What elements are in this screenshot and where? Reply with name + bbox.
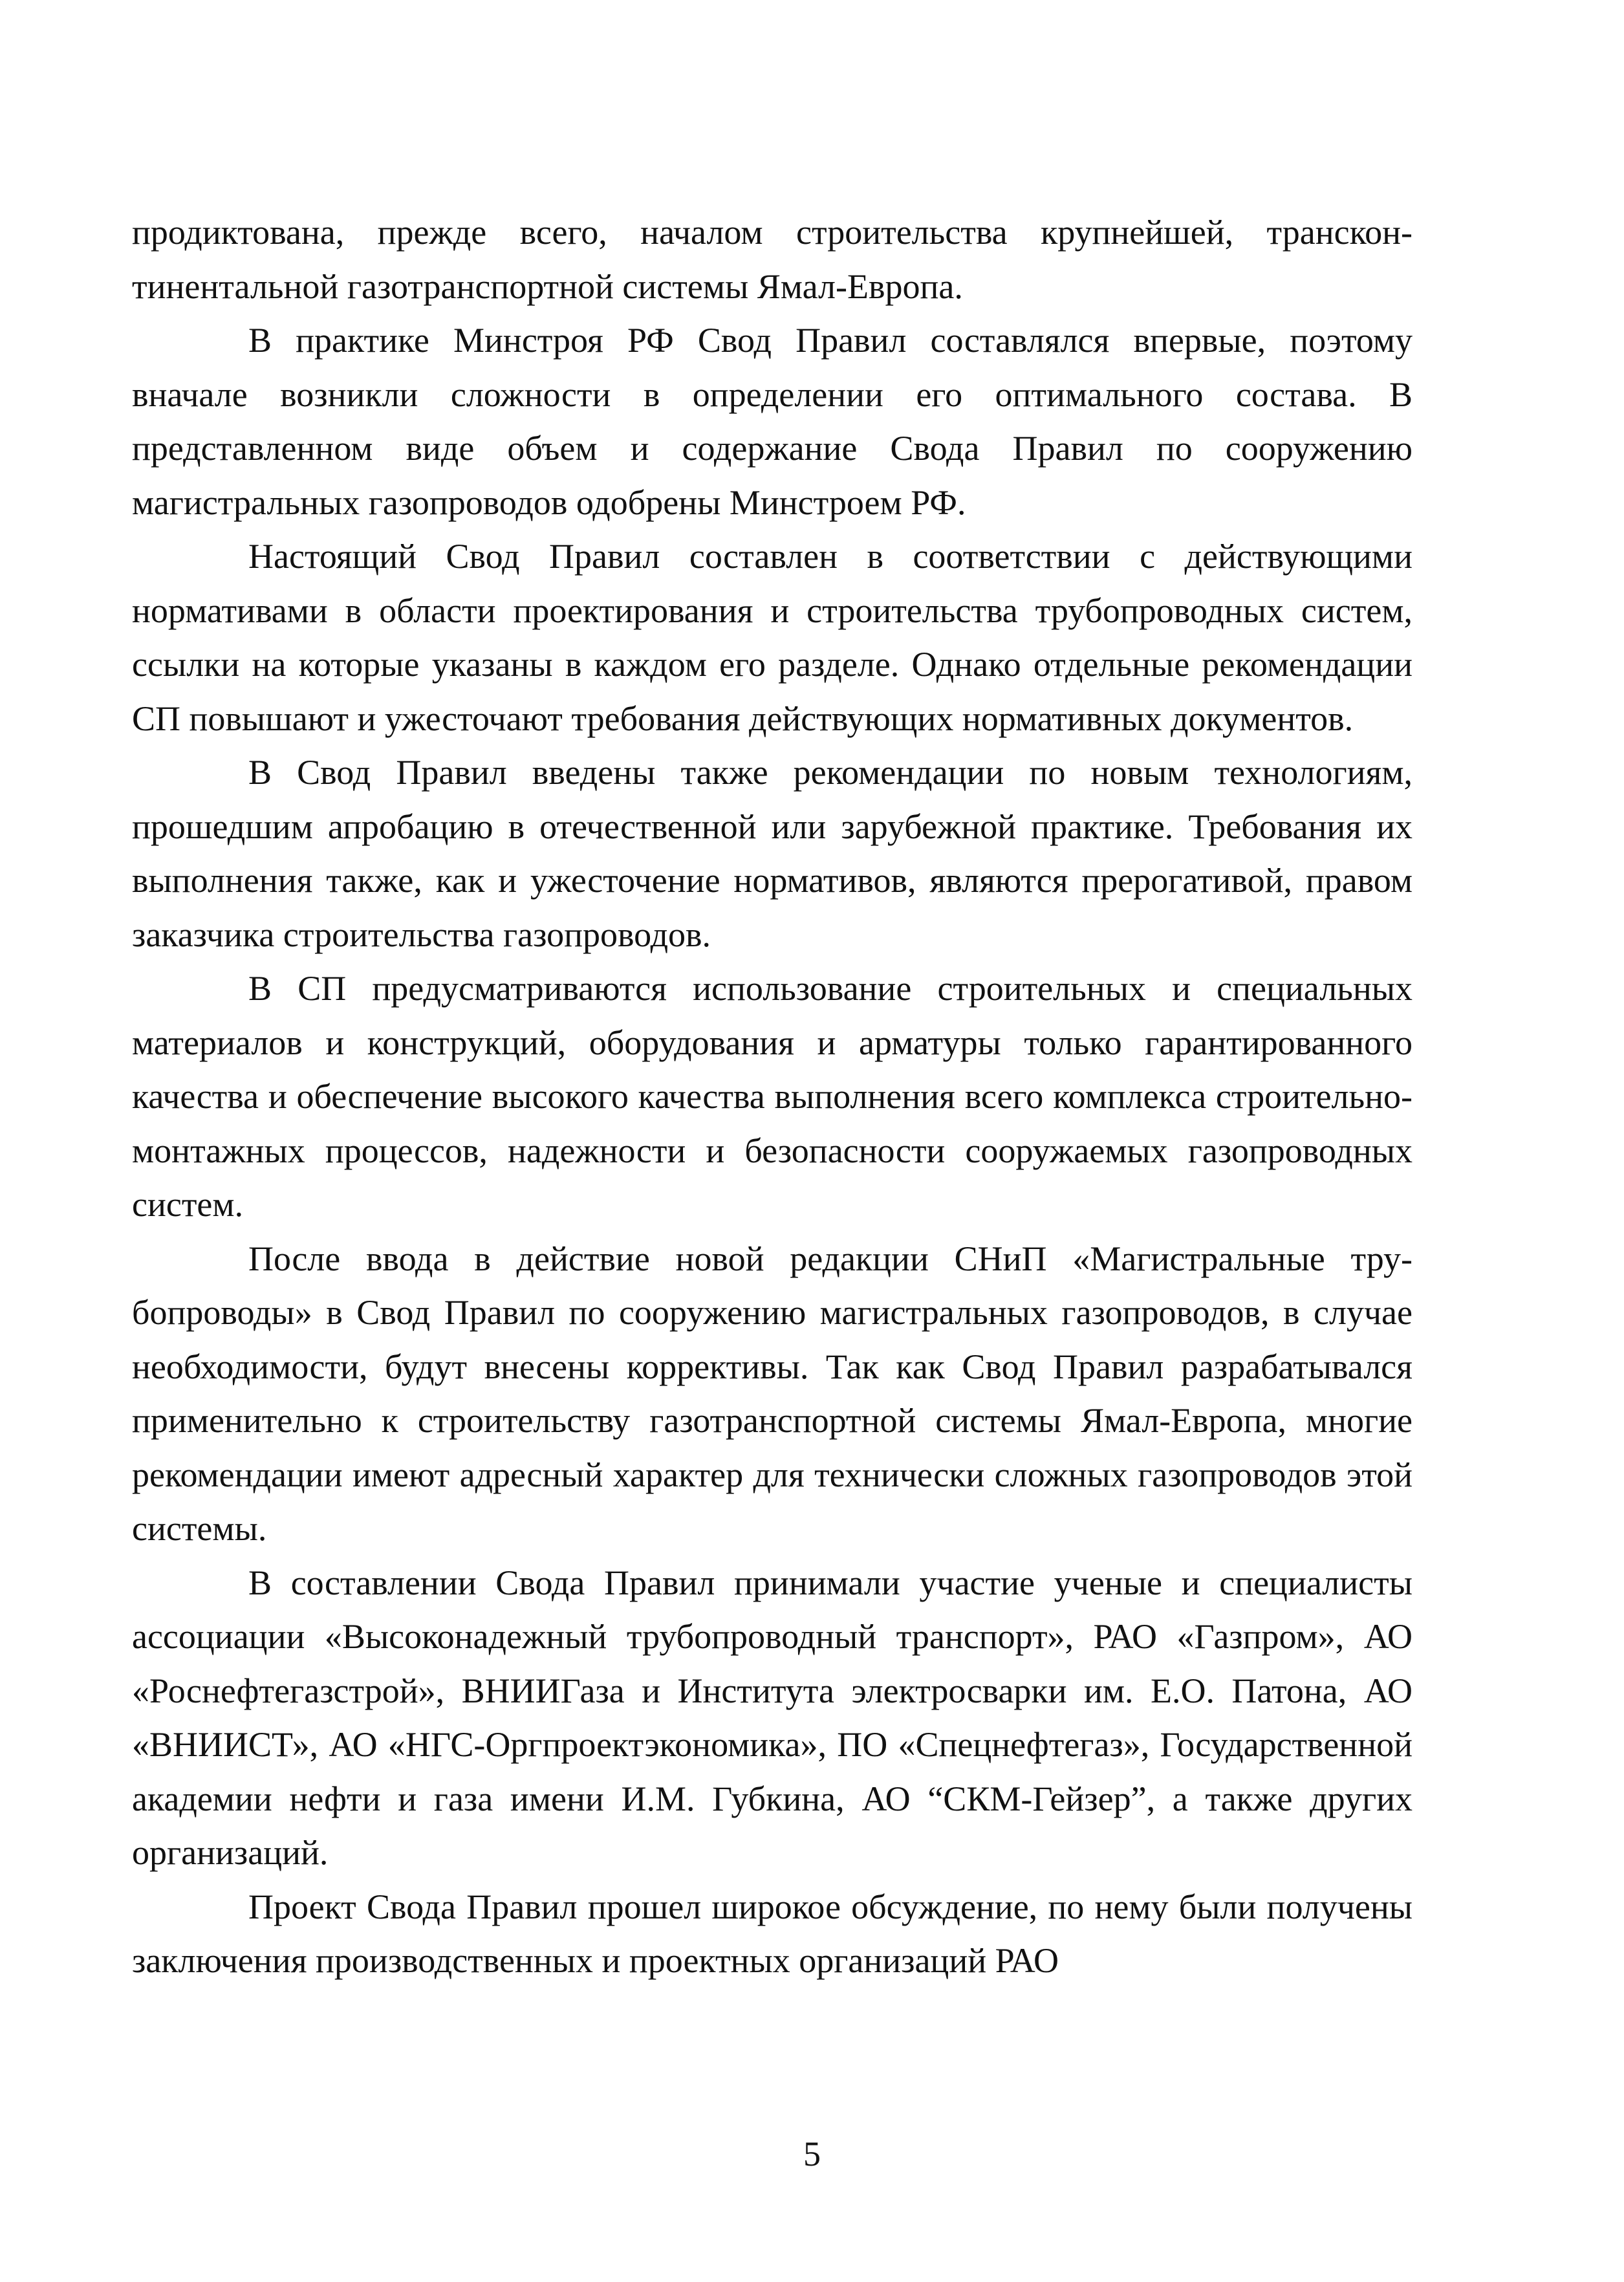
body-text	[132, 206, 1413, 1988]
page-number: 5	[803, 2135, 821, 2173]
paragraph-4: В Свод Правил введены также рекомендации по новым технологиям, прошедшим апробацию в отечественной или зарубежной практике. Требования их выполнения также, как и ужесточение нормативов, являются прерогативой, правом заказчика строительства газопроводов.	[132, 753, 1413, 954]
paragraph-5: В СП предусматриваются использование строительных и специальных материалов и конструкций, оборудования и арматуры только гарантированного качества и обеспечение высокого качества выполнения всего комплекса строительно-монтажных процессов, надежности и безопасности сооружаемых газопроводных систем.	[132, 969, 1413, 1224]
paragraph-6: После ввода в действие новой редакции СНиП «Магистральные трубопроводы» в Свод Правил по сооружению магистральных газопроводов, в случае необходимости, будут внесены коррективы. Так как Свод Правил разрабатывался применительно к строительству газотранспортной системы Ямал-Европа, многие рекомендации имеют адресный характер для технически сложных газопроводов этой системы.	[132, 1239, 1413, 1548]
paragraph-2: В практике Минстроя РФ Свод Правил составлялся впервые, поэтому вначале возникли сложности в определении его оптимального состава. В представленном виде объем и содержание Свода Правил по сооружению магистральных газопроводов одобрены Минстроем РФ.	[132, 321, 1413, 522]
paragraph-1: продиктована, прежде всего, началом строительства крупнейшей, трансконтинентальной газотранспортной системы Ямал-Европа.	[132, 213, 1413, 306]
paragraph-8: Проект Свода Правил прошел широкое обсуждение, по нему были получены заключения производственных и проектных организаций РАО	[132, 1887, 1413, 1980]
paragraph-7: В составлении Свода Правил принимали участие ученые и специалисты ассоциации «Высоконадежный трубопроводный транспорт», РАО «Газпром», АО «Роснефтегазстрой», ВНИИГаза и Института электросварки им. Е.О. Патона, АО «ВНИИСТ», АО «НГС-Оргпроектэкономика», ПО «Спецнефтегаз», Государственной академии нефти и газа имени И.М. Губкина, АО “СКМ-Гейзер”, а также других организаций.	[132, 1563, 1413, 1872]
paragraph-3: Настоящий Свод Правил составлен в соответствии с действующими нормативами в области проектирования и строительства трубопроводных систем, ссылки на которые указаны в каждом его разделе. Однако отдельные рекомендации СП повышают и ужесточают требования действующих нормативных документов.	[132, 537, 1413, 738]
